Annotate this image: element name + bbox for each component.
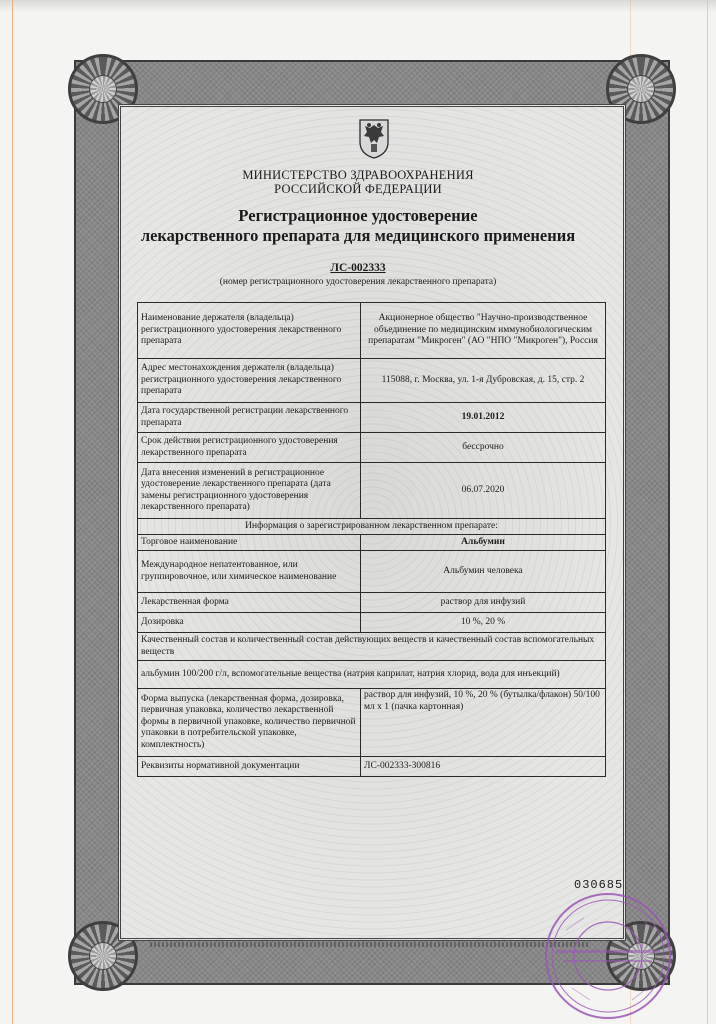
table-row xyxy=(138,433,606,463)
certificate-table xyxy=(137,302,606,777)
table-row xyxy=(138,689,606,757)
round-stamp-seal xyxy=(542,890,674,1022)
normative-docs-label: Реквизиты нормативной документации xyxy=(138,757,361,777)
registration-date-label: Дата государственной регистрации лекарственного препарата xyxy=(138,403,361,433)
table-row xyxy=(138,303,606,359)
holder-label: Наименование держателя (владельца) регистрационного удостоверения лекарственного препарата xyxy=(138,303,361,359)
table-row xyxy=(138,463,606,519)
address-label: Адрес местонахождения держателя (владельца) регистрационного удостоверения лекарственного препарата xyxy=(138,359,361,403)
registration-number-caption: (номер регистрационного удостоверения лекарственного препарата) xyxy=(219,277,497,287)
registration-number: ЛС-002333 xyxy=(330,262,386,274)
coat-of-arms-icon xyxy=(356,116,392,160)
table-row xyxy=(138,593,606,613)
holder-value: Акционерное общество "Научно-производственное объединение по медицинским иммунобиологическим препаратам "Микроген" (АО "НПО "Микроген"), Россия xyxy=(361,303,606,359)
form-serial-number: 030685 xyxy=(574,878,624,892)
inn-value: Альбумин человека xyxy=(361,551,606,593)
changes-date-value: 06.07.2020 xyxy=(361,463,606,519)
dosage-label: Дозировка xyxy=(138,613,361,633)
inn-label: Международное непатентованное, или группировочное, или химическое наименование xyxy=(138,551,361,593)
dosage-value: 10 %, 20 % xyxy=(361,613,606,633)
dosage-form-value: раствор для инфузий xyxy=(361,593,606,613)
table-row xyxy=(138,633,606,661)
release-form-value: раствор для инфузий, 10 %, 20 % (бутылка/флакон) 50/100 мл х 1 (пачка картонная) xyxy=(361,689,606,757)
document-title-line2: лекарственного препарата для медицинского применения xyxy=(140,226,576,245)
table-row xyxy=(138,359,606,403)
table-row xyxy=(138,757,606,777)
trade-name-value: Альбумин xyxy=(361,535,606,551)
document-title-line1: Регистрационное удостоверение xyxy=(238,206,478,225)
address-value: 115088, г. Москва, ул. 1-я Дубровская, д. 15, стр. 2 xyxy=(361,359,606,403)
table-row xyxy=(138,519,606,535)
validity-value: бессрочно xyxy=(361,433,606,463)
ministry-name-line1: МИНИСТЕРСТВО ЗДРАВООХРАНЕНИЯ xyxy=(242,168,474,182)
validity-label: Срок действия регистрационного удостоверения лекарственного препарата xyxy=(138,433,361,463)
product-info-header: Информация о зарегистрированном лекарственном препарате: xyxy=(138,519,606,535)
table-row xyxy=(138,551,606,593)
normative-docs-value: ЛС-002333-300816 xyxy=(361,757,606,777)
dosage-form-label: Лекарственная форма xyxy=(138,593,361,613)
ministry-name-line2: РОССИЙСКОЙ ФЕДЕРАЦИИ xyxy=(274,182,442,196)
composition-value: альбумин 100/200 г/л, вспомогательные вещества (натрия каприлат, натрия хлорид, вода для инъекций) xyxy=(138,661,606,689)
changes-date-label: Дата внесения изменений в регистрационное удостоверение лекарственного препарата (дата замены регистрационного удостоверения лекарственного препарата) xyxy=(138,463,361,519)
composition-header: Качественный состав и количественный состав действующих веществ и качественный состав вспомогательных веществ xyxy=(138,633,606,661)
release-form-label: Форма выпуска (лекарственная форма, дозировка, первичная упаковка, количество лекарственной формы в первичной упаковке, количество первичной упаковки в потребительской упаковке, комплектность) xyxy=(138,689,361,757)
registration-date-value: 19.01.2012 xyxy=(361,403,606,433)
table-row xyxy=(138,613,606,633)
table-row xyxy=(138,535,606,551)
printer-imprint-line xyxy=(150,942,590,947)
table-row xyxy=(138,661,606,689)
trade-name-label: Торговое наименование xyxy=(138,535,361,551)
table-row xyxy=(138,403,606,433)
